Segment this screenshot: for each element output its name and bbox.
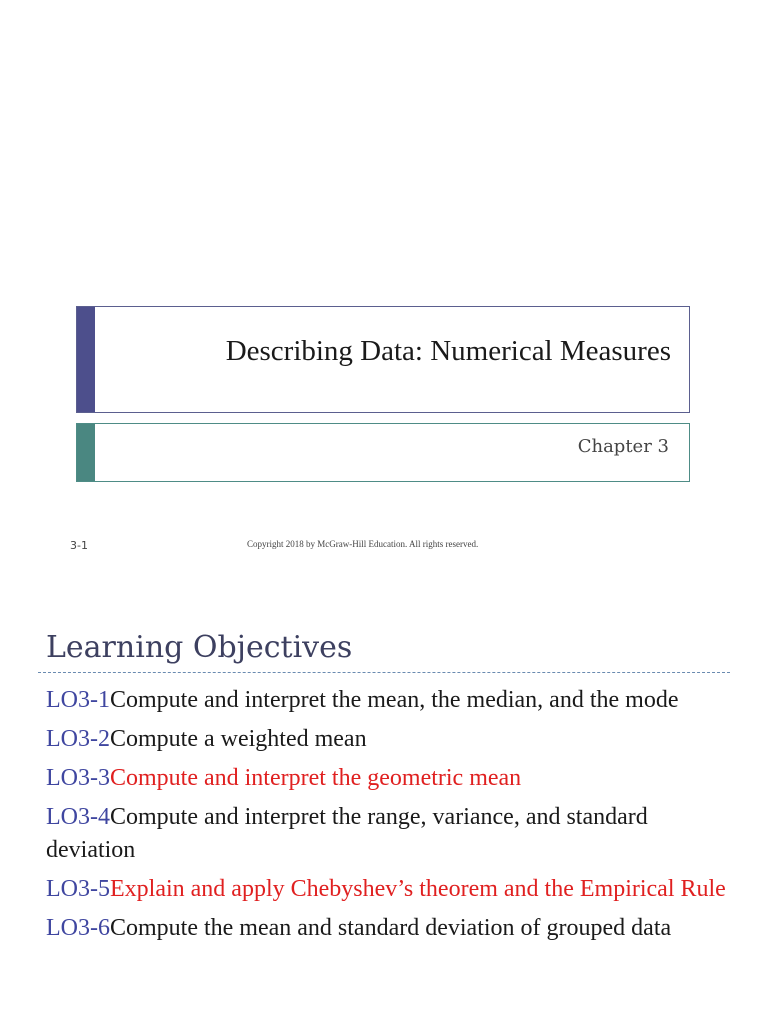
objective-item: [46, 873, 736, 906]
subtitle-box: [76, 423, 690, 482]
slide-subtitle: Chapter 3: [577, 436, 669, 457]
objectives-list: [46, 684, 736, 951]
objective-text: Compute and interpret the mean, the median, and the mode: [109, 687, 679, 713]
objective-code: LO3-1: [46, 687, 110, 713]
objective-item: [46, 801, 736, 867]
objective-code: LO3-5: [46, 876, 110, 902]
objective-code: LO3-2: [46, 726, 110, 752]
objective-code: LO3-4: [46, 804, 110, 830]
objective-text: Explain and apply Chebyshev’s theorem and the Empirical Rule: [109, 876, 726, 902]
learning-objectives-heading: Learning Objectives: [46, 630, 353, 665]
objective-text: Compute and interpret the geometric mean: [109, 765, 522, 791]
copyright-notice: Copyright 2018 by McGraw-Hill Education. All rights reserved.: [247, 539, 479, 549]
subtitle-accent-bar: [77, 424, 95, 481]
title-box: [76, 306, 690, 413]
objective-code: LO3-6: [46, 915, 110, 941]
objective-text: Compute and interpret the range, variance, and standard deviation: [46, 804, 648, 863]
objective-text: Compute a weighted mean: [109, 726, 367, 752]
objective-item: [46, 762, 736, 795]
objective-text: Compute the mean and standard deviation of grouped data: [109, 915, 672, 941]
objective-item: [46, 684, 736, 717]
objective-item: [46, 723, 736, 756]
slide-title: Describing Data: Numerical Measures: [225, 335, 671, 367]
objective-item: [46, 912, 736, 945]
title-accent-bar: [77, 307, 95, 412]
objective-code: LO3-3: [46, 765, 110, 791]
slide-number: 3-1: [70, 539, 88, 552]
heading-divider: [38, 672, 730, 673]
